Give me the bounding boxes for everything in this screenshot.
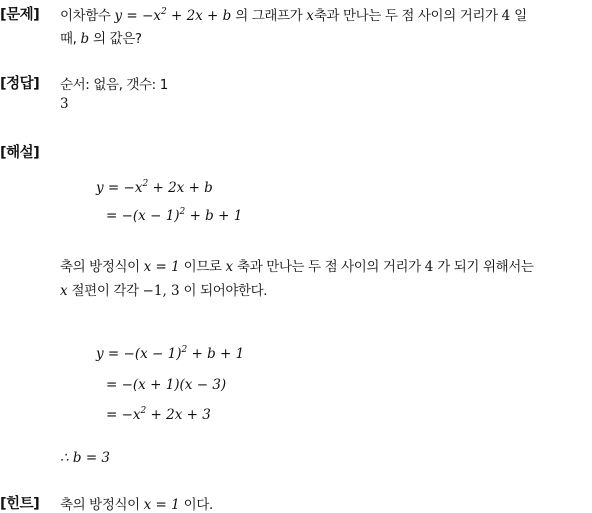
problem-text: 의 값은? <box>93 31 142 47</box>
solution-eq-1: $y = -x^2 + 2x + b$ <box>96 179 213 196</box>
solution-eq-4: = −(x + 1)(x − 3) <box>106 377 227 393</box>
solution-label: [해설] <box>0 145 40 161</box>
answer-meta: 순서: 없음, 갯수: 1 <box>60 77 168 93</box>
problem-text: 축과 만나는 두 점 사이의 거리가 <box>313 8 498 24</box>
solution-conclusion: ∴ b = 3 <box>60 450 111 466</box>
problem-x-var: x <box>306 8 314 24</box>
problem-b-var: b <box>80 31 90 47</box>
hint-text: 축의 방정식이 x = 1 이다. <box>60 497 213 513</box>
problem-text: 때, <box>60 31 77 47</box>
problem-text: 일 <box>514 8 527 24</box>
problem-text: 이차함수 <box>60 8 111 24</box>
solution-eq-5: = $-x^2 + 2x + 3$ <box>106 406 211 423</box>
answer-value: 3 <box>60 96 69 112</box>
answer-label: [정답] <box>0 76 40 92</box>
problem-label: [문제] <box>0 7 40 23</box>
solution-eq-3: $y = -(x - 1)^2 + b + 1$ <box>96 345 245 362</box>
problem-function: $y = -x^2 + 2x + b$ <box>114 7 232 24</box>
solution-text-1: 축의 방정식이 x = 1 이므로 x 축과 만나는 두 점 사이의 거리가 4 가 되기 위해서는 <box>60 259 534 275</box>
problem-line-2 <box>60 27 142 47</box>
problem-text: 의 그래프가 <box>235 8 303 24</box>
solution-text-2: x 절편이 각각 −1, 3 이 되어야한다. <box>60 283 268 299</box>
solution-eq-2: = $-(x - 1)^2 + b + 1$ <box>106 207 243 224</box>
problem-line-1 <box>60 4 527 24</box>
problem-distance: 4 <box>501 8 511 24</box>
hint-label: [힌트] <box>0 496 40 512</box>
